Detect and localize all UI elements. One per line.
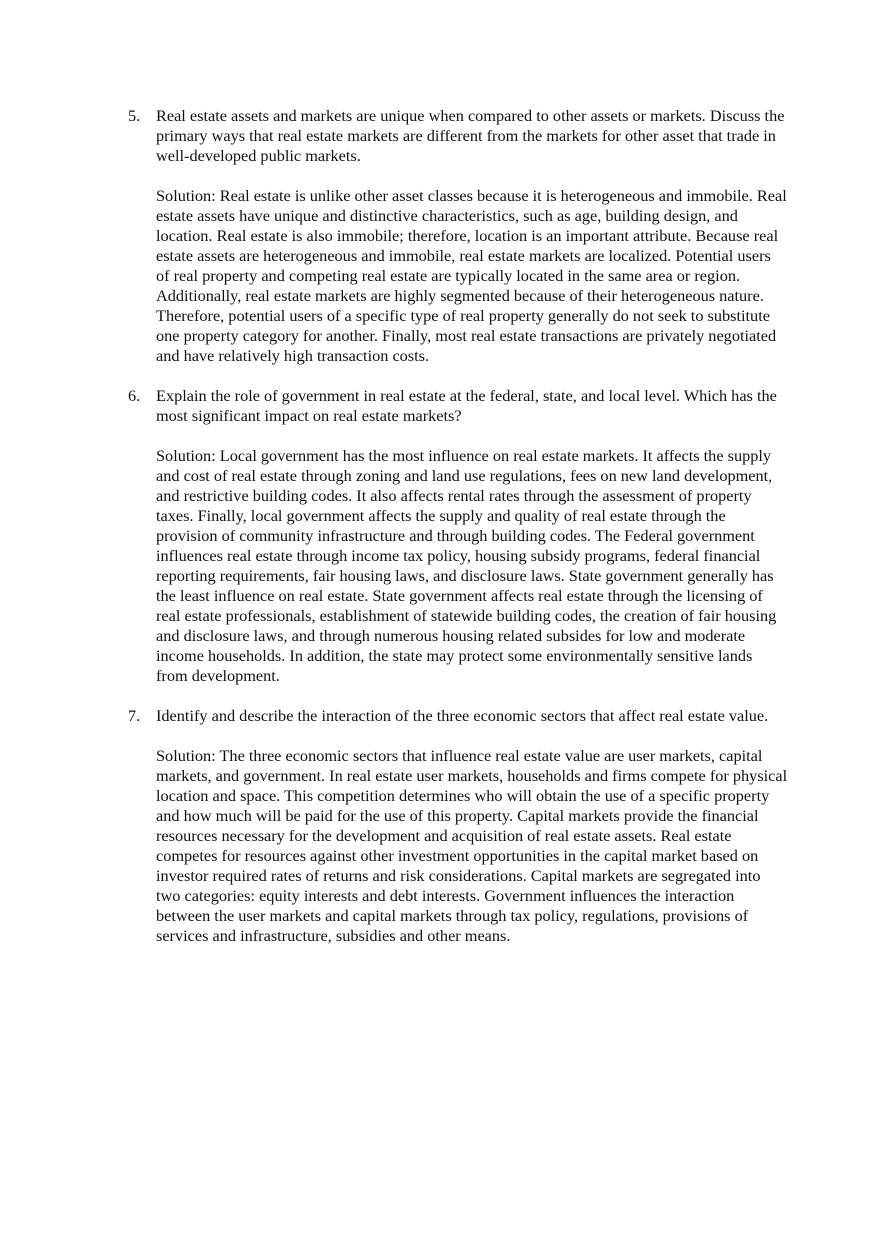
- question-text: Identify and describe the interaction of the three economic sectors that affect real estate value.: [156, 706, 769, 725]
- solution-text: Solution: Local government has the most influence on real estate markets. It affects the supply and cost of real estate through zoning and land use regulations, fees on new land development, and restrictive building codes. It also affects rental rates through the assessment of property taxes. Finally, local government affects the supply and quality of real estate through the provision of community infrastructure and through building codes. The Federal government influences real estate through income tax policy, housing subsidy programs, federal financial reporting requirements, fair housing laws, and disclosure laws. State government generally has the least influence on real estate. State government affects real estate through the licensing of real estate professionals, establishment of statewide building codes, the creation of fair housing and disclosure laws, and through numerous housing related subsides for low and moderate income households. In addition, the state may protect some environmentally sensitive lands from development.: [156, 446, 777, 685]
- question-item-6: [128, 386, 788, 686]
- question-body: [156, 386, 788, 686]
- solution-text: Solution: Real estate is unlike other asset classes because it is heterogeneous and immobile. Real estate assets have unique and distinctive characteristics, such as age, building design, and location. Real estate is also immobile; therefore, location is an important attribute. Because real estate assets are heterogeneous and immobile, real estate markets are localized. Potential users of real property and competing real estate are typically located in the same area or region. Additionally, real estate markets are highly segmented because of their heterogeneous nature. Therefore, potential users of a specific type of real property generally do not seek to substitute one property category for another. Finally, most real estate transactions are privately negotiated and have relatively high transaction costs.: [156, 186, 787, 365]
- question-text: Real estate assets and markets are unique when compared to other assets or markets. Discuss the primary ways that real estate markets are different from the markets for other asset that trade in well-developed public markets.: [156, 106, 785, 165]
- question-item-7: [128, 706, 788, 946]
- question-body: [156, 106, 788, 366]
- question-list: [128, 106, 788, 946]
- solution-text: Solution: The three economic sectors that influence real estate value are user markets, capital markets, and government. In real estate user markets, households and firms compete for physical location and space. This competition determines who will obtain the use of a specific property and how much will be paid for the use of this property. Capital markets provide the financial resources necessary for the development and acquisition of real estate assets. Real estate competes for resources against other investment opportunities in the capital market based on investor required rates of returns and risk considerations. Capital markets are segregated into two categories: equity interests and debt interests. Government influences the interaction between the user markets and capital markets through tax policy, regulations, provisions of services and infrastructure, subsidies and other means.: [156, 746, 788, 945]
- question-text: Explain the role of government in real estate at the federal, state, and local level. Which has the most significant impact on real estate markets?: [156, 386, 777, 425]
- question-number: 7.: [128, 706, 141, 725]
- question-number: 5.: [128, 106, 141, 125]
- question-item-5: [128, 106, 788, 366]
- question-number: 6.: [128, 386, 141, 405]
- question-body: [156, 706, 788, 946]
